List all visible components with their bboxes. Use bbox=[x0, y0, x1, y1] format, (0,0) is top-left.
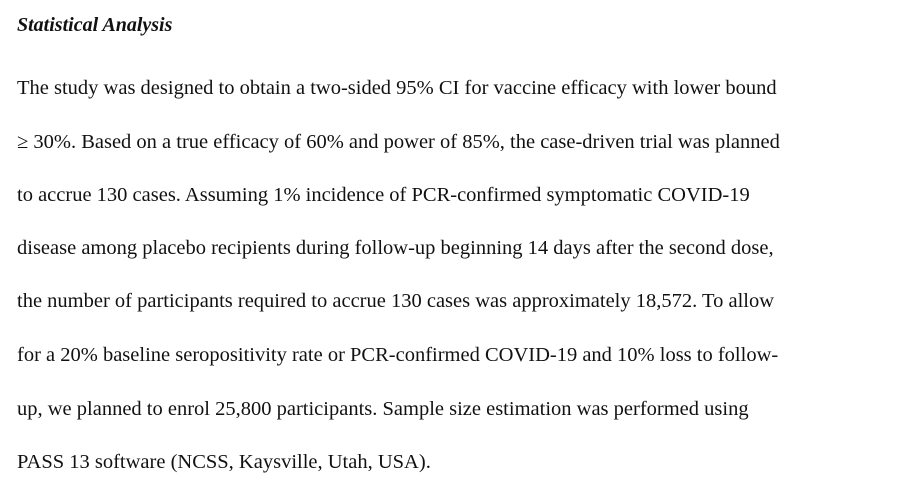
paragraph-line: ≥ 30%. Based on a true efficacy of 60% and power of 85%, the case-driven trial was planned bbox=[17, 131, 780, 153]
paragraph-line: for a 20% baseline seropositivity rate or PCR-confirmed COVID-19 and 10% loss to follow- bbox=[17, 344, 779, 366]
paragraph-line: to accrue 130 cases. Assuming 1% incidence of PCR-confirmed symptomatic COVID-19 bbox=[17, 184, 750, 206]
section-heading: Statistical Analysis bbox=[17, 14, 173, 36]
paragraph-line: up, we planned to enrol 25,800 participants. Sample size estimation was performed using bbox=[17, 398, 749, 420]
paragraph-line: PASS 13 software (NCSS, Kaysville, Utah, USA). bbox=[17, 451, 431, 473]
paragraph-line: disease among placebo recipients during follow-up beginning 14 days after the second dose, bbox=[17, 237, 774, 259]
paragraph-line: The study was designed to obtain a two-sided 95% CI for vaccine efficacy with lower bound bbox=[17, 77, 777, 99]
paragraph-line: the number of participants required to accrue 130 cases was approximately 18,572. To allow bbox=[17, 290, 775, 312]
